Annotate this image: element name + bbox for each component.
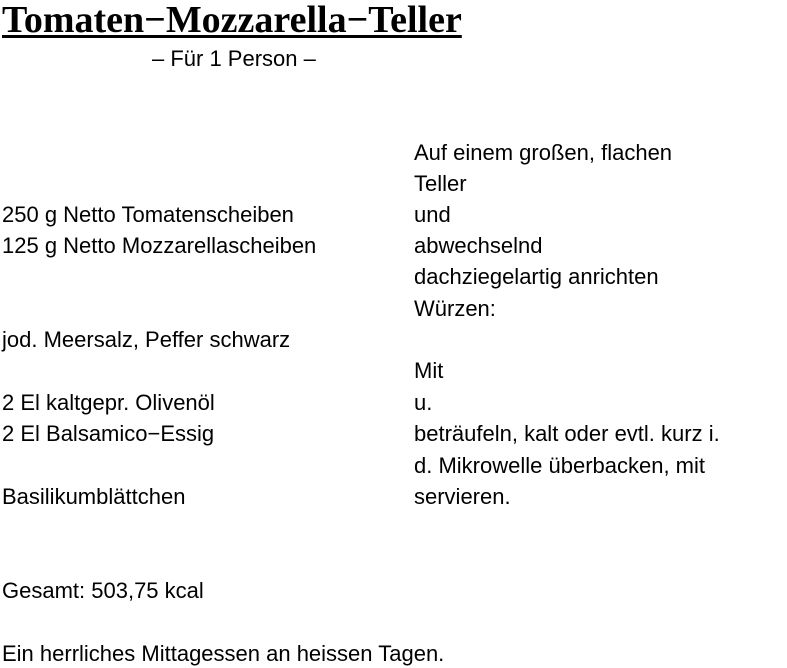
instruction-line: beträufeln, kalt oder evtl. kurz i. — [414, 421, 720, 446]
ingredient-tomatoes: 250 g Netto Tomatenscheiben — [2, 202, 294, 227]
ingredient-basil: Basilikumblättchen — [2, 484, 186, 509]
instruction-line: d. Mikrowelle überbacken, mit — [414, 453, 706, 478]
instruction-line: Auf einem großen, flachen — [414, 140, 673, 165]
servings-subtitle: – Für 1 Person – — [152, 46, 316, 71]
recipe-title: Tomaten−Mozzarella−Teller — [2, 0, 462, 41]
calorie-total: Gesamt: 503,75 kcal — [2, 578, 204, 603]
ingredient-oil: 2 El kaltgepr. Olivenöl — [2, 390, 215, 415]
instruction-line: abwechselnd — [414, 233, 543, 258]
ingredient-vinegar: 2 El Balsamico−Essig — [2, 421, 215, 446]
instruction-line: Mit — [414, 358, 444, 383]
instruction-line: servieren. — [414, 484, 511, 509]
ingredient-mozzarella: 125 g Netto Mozzarellascheiben — [2, 233, 317, 258]
ingredient-seasoning: jod. Meersalz, Peffer schwarz — [2, 327, 291, 352]
recipe-note: Ein herrliches Mittagessen an heissen Tagen. — [2, 641, 445, 666]
instruction-line: Würzen: — [414, 296, 496, 321]
instruction-line: und — [414, 202, 451, 227]
instruction-line: dachziegelartig anrichten — [414, 264, 659, 289]
instruction-line: Teller — [414, 171, 467, 196]
instruction-line: u. — [414, 390, 433, 415]
